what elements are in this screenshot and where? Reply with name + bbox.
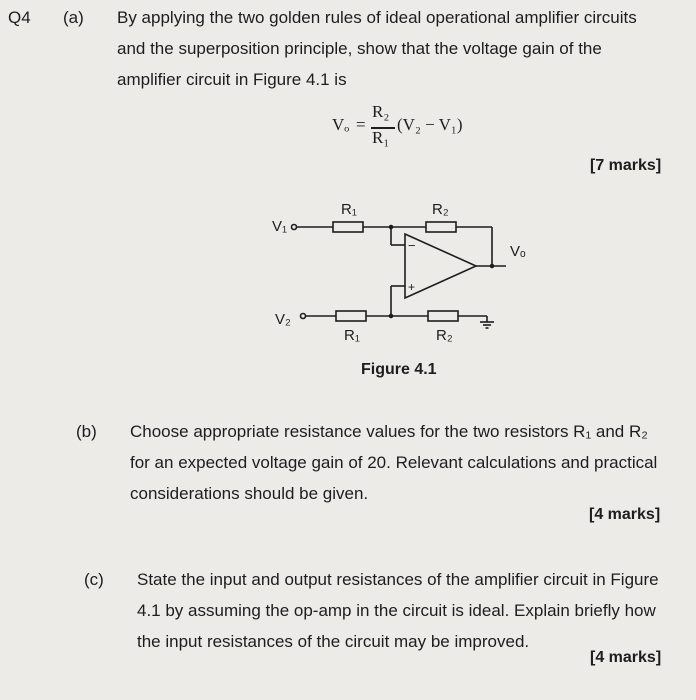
part-b-marks: [4 marks] <box>589 506 661 523</box>
part-c-text <box>137 564 687 657</box>
v1-terminal <box>292 225 297 230</box>
part-c-label: (c) <box>84 570 104 589</box>
question-number: Q4 <box>8 8 31 27</box>
part-b-line: for an expected voltage gain of 20. Relevant calculations and practical <box>130 453 658 472</box>
v2-terminal <box>301 314 306 319</box>
op-amp <box>405 234 476 298</box>
label-r2-bottom: R₂ <box>436 327 453 344</box>
part-c-marks: [4 marks] <box>590 649 662 666</box>
ground-icon <box>480 322 494 328</box>
label-v1: V₁ <box>272 218 288 235</box>
equation-lhs: Vₒ <box>332 115 350 134</box>
equation-rhs: (V₂ − V₁) <box>397 115 463 134</box>
label-minus: − <box>408 238 416 253</box>
resistor-r2-top <box>426 222 456 232</box>
label-plus: + <box>408 280 416 294</box>
part-b-line: considerations should be given. <box>130 484 369 503</box>
label-r1-top: R₁ <box>341 201 357 218</box>
part-a-label: (a) <box>63 8 84 27</box>
part-a-marks: [7 marks] <box>590 157 662 174</box>
label-v2: V₂ <box>275 311 291 328</box>
part-a-line: and the superposition principle, show that the voltage gain of the <box>117 39 602 58</box>
resistor-r1-top <box>333 222 363 232</box>
equation-equals: = <box>356 115 366 134</box>
label-vo: Vₒ <box>510 243 526 260</box>
figure-caption: Figure 4.1 <box>361 361 437 378</box>
part-a-line: amplifier circuit in Figure 4.1 is <box>117 70 347 89</box>
part-b-line: Choose appropriate resistance values for the two resistors R₁ and R₂ <box>130 422 648 441</box>
label-r1-bottom: R₁ <box>344 327 360 344</box>
part-a-line: By applying the two golden rules of ideal operational amplifier circuits <box>117 8 637 27</box>
part-b-label: (b) <box>76 422 97 441</box>
equation-denominator: R₁ <box>372 128 390 147</box>
equation-numerator: R₂ <box>372 102 390 121</box>
part-b-text <box>130 416 690 509</box>
label-r2-top: R₂ <box>432 201 449 218</box>
resistor-r1-bottom <box>336 311 366 321</box>
part-c-line: 4.1 by assuming the op-amp in the circuit is ideal. Explain briefly how <box>137 601 656 620</box>
part-c-line: State the input and output resistances of the amplifier circuit in Figure <box>137 570 659 589</box>
resistor-r2-bottom <box>428 311 458 321</box>
part-c-line: the input resistances of the circuit may be improved. <box>137 632 530 651</box>
